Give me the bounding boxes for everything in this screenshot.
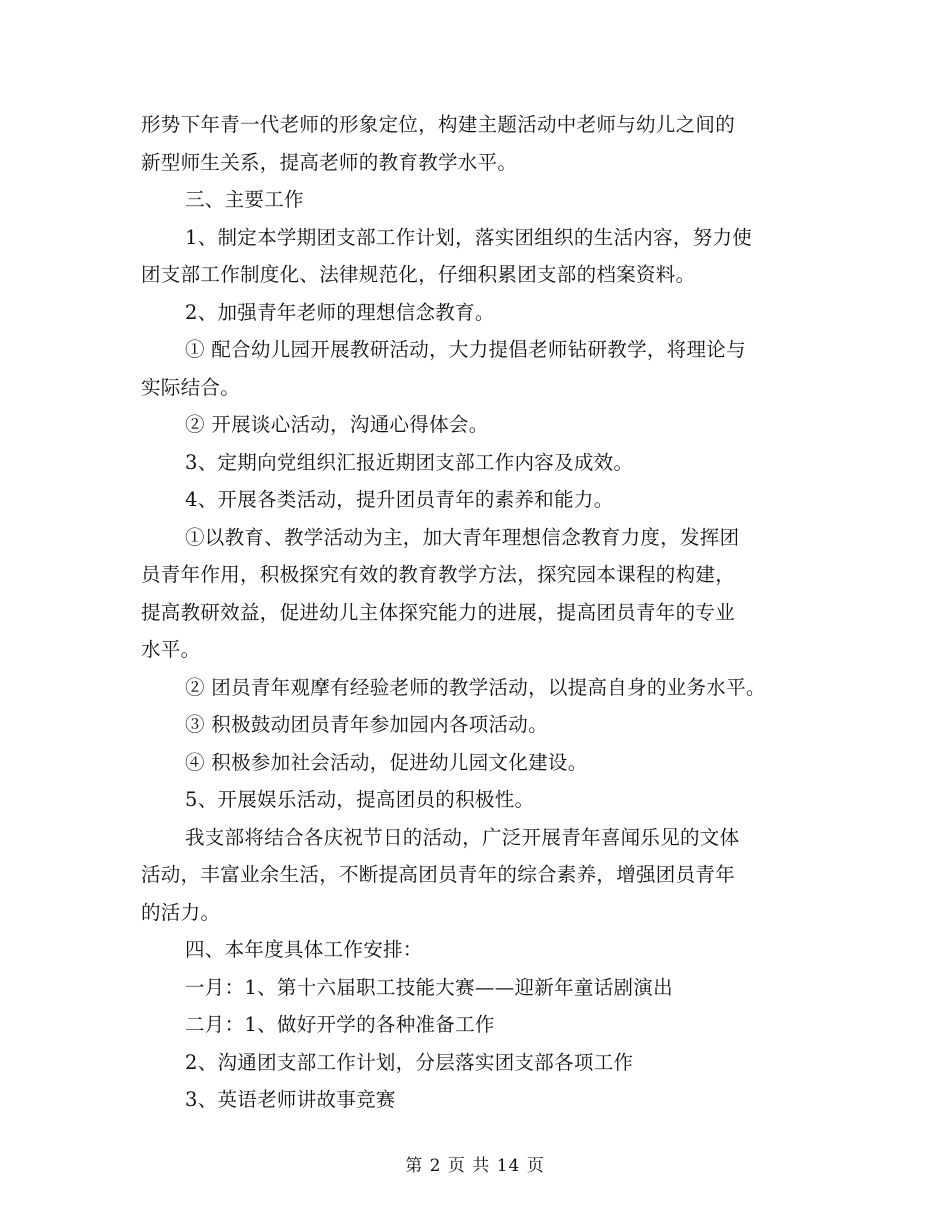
paragraph-line: ③ 积极鼓动团员青年参加园内各项活动。	[185, 713, 548, 736]
section-heading-annual-schedule: 四、本年度具体工作安排：	[185, 938, 423, 961]
paragraph-line: 3、英语老师讲故事竞赛	[185, 1088, 396, 1111]
page-number-footer: 第 2 页 共 14 页	[405, 1156, 545, 1176]
paragraph-line: 5、开展娱乐活动，提高团员的积极性。	[185, 788, 535, 811]
paragraph-line: 团支部工作制度化、法律规范化，仔细积累团支部的档案资料。	[141, 263, 696, 286]
paragraph-line: 1、制定本学期团支部工作计划，落实团组织的生活内容，努力使	[185, 225, 753, 249]
paragraph-line: 新型师生关系，提高老师的教育教学水平。	[141, 150, 518, 174]
paragraph-line: 提高教研效益，促进幼儿主体探究能力的进展，提高团员青年的专业	[141, 600, 736, 624]
section-heading-main-work: 三、主要工作	[185, 188, 304, 211]
paragraph-line: 4、开展各类活动，提升团员青年的素养和能力。	[185, 488, 614, 511]
paragraph-line: ② 团员青年观摩有经验老师的教学活动，以提高自身的业务水平。	[185, 675, 766, 699]
paragraph-line: 员青年作用，积极探究有效的教育教学方法，探究园本课程的构建，	[141, 563, 736, 586]
paragraph-line: 形势下年青一代老师的形象定位，构建主题活动中老师与幼儿之间的	[141, 113, 736, 136]
paragraph-line: 3、定期向党组织汇报近期团支部工作内容及成效。	[185, 450, 634, 474]
paragraph-line: 我支部将结合各庆祝节日的活动，广泛开展青年喜闻乐见的文体	[185, 825, 740, 849]
paragraph-line: 的活力。	[141, 900, 221, 924]
paragraph-line: ①以教育、教学活动为主，加大青年理想信念教育力度，发挥团	[185, 525, 740, 549]
document-body	[141, 106, 841, 1119]
paragraph-line: ④ 积极参加社会活动，促进幼儿园文化建设。	[185, 750, 588, 774]
paragraph-line: ② 开展谈心活动，沟通心得体会。	[185, 413, 489, 436]
paragraph-line: ① 配合幼儿园开展教研活动，大力提倡老师钻研教学，将理论与	[185, 338, 746, 361]
paragraph-line: 一月：1、第十六届职工技能大赛——迎新年童话剧演出	[185, 975, 673, 999]
paragraph-line: 活动，丰富业余生活，不断提高团员青年的综合素养，增强团员青年	[141, 863, 736, 886]
paragraph-line: 2、加强青年老师的理想信念教育。	[185, 300, 495, 324]
paragraph-line: 水平。	[141, 638, 201, 661]
paragraph-line: 二月：1、做好开学的各种准备工作	[185, 1013, 495, 1036]
paragraph-line: 实际结合。	[141, 375, 241, 399]
paragraph-line: 2、沟通团支部工作计划，分层落实团支部各项工作	[185, 1050, 634, 1074]
